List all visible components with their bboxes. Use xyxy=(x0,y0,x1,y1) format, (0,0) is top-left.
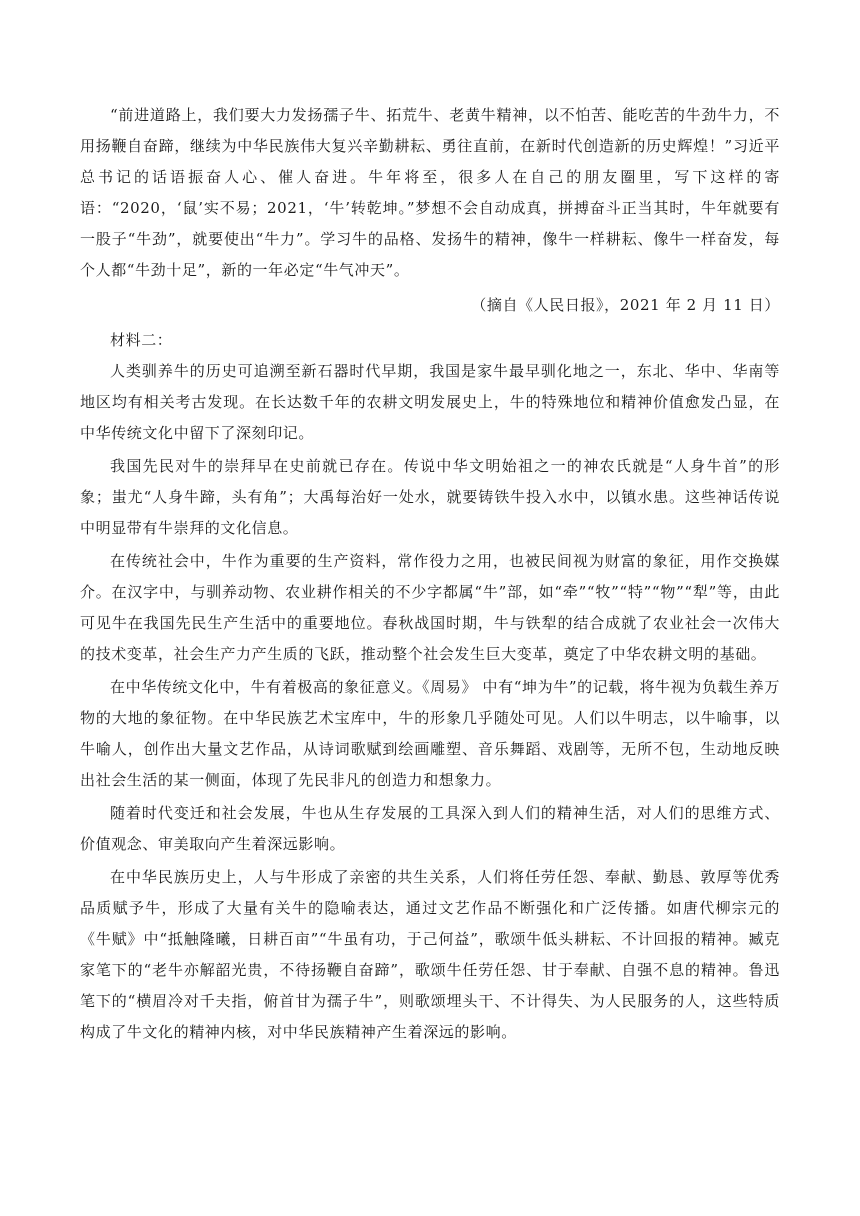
material-one-source: （摘自《人民日报》，2021 年 2 月 11 日） xyxy=(471,296,780,314)
material-two-paragraph-5: 随着时代变迁和社会发展，牛也从生存发展的工具深入到人们的精神生活，对人们的思维方式、价值观念、审美取向产生着深远影响。 xyxy=(80,804,780,853)
material-two-paragraph-2: 我国先民对牛的崇拜早在史前就已存在。传说中华文明始祖之一的神农氏就是“人身牛首”的形象；蚩尤“人身牛蹄，头有角”；大禹每治好一处水，就要铸铁牛投入水中，以镇水患。这些神话传说中明显带有牛崇拜的文化信息。 xyxy=(80,457,780,537)
text-column xyxy=(80,100,780,1048)
material-two-paragraph-4: 在中华传统文化中，牛有着极高的象征意义。《周易》 中有“坤为牛”的记载，将牛视为负载生养万物的大地的象征物。在中华民族艺术宝库中，牛的形象几乎随处可见。人们以牛明志，以牛喻事，以牛喻人，创作出大量文艺作品，从诗词歌赋到绘画雕塑、音乐舞蹈、戏剧等，无所不包，生动地反映出社会生活的某一侧面，体现了先民非凡的创造力和想象力。 xyxy=(80,678,780,789)
material-two-heading: 材料二： xyxy=(110,331,173,349)
material-two-paragraph-3: 在传统社会中，牛作为重要的生产资料，常作役力之用，也被民间视为财富的象征，用作交换媒介。在汉字中，与驯养动物、农业耕作相关的不少字都属“牛”部，如“牵”“牧”“特”“物”“犁”等，由此可见牛在我国先民生产生活中的重要地位。春秋战国时期，牛与铁犁的结合成就了农业社会一次伟大的技术变革，社会生产力产生质的飞跃，推动整个社会发生巨大变革，奠定了中华农耕文明的基础。 xyxy=(80,552,780,663)
material-one-paragraph: “前进道路上，我们要大力发扬孺子牛、拓荒牛、老黄牛精神，以不怕苦、能吃苦的牛劲牛力，不用扬鞭自奋蹄，继续为中华民族伟大复兴辛勤耕耘、勇往直前，在新时代创造新的历史辉煌！”习近平总书记的话语振奋人心、催人奋进。牛年将至，很多人在自己的朋友圈里，写下这样的寄语：“2020，‘鼠’实不易；2021，‘牛’转乾坤。”梦想不会自动成真，拼搏奋斗正当其时，牛年就要有一股子“牛劲”，就要使出“牛力”。学习牛的品格、发扬牛的精神，像牛一样耕耘、像牛一样奋发，每个人都“牛劲十足”，新的一年必定“牛气冲天”。 xyxy=(80,106,780,279)
material-two-paragraph-1: 人类驯养牛的历史可追溯至新石器时代早期，我国是家牛最早驯化地之一，东北、华中、华南等地区均有相关考古发现。在长达数千年的农耕文明发展史上，牛的特殊地位和精神价值愈发凸显，在中华传统文化中留下了深刻印记。 xyxy=(80,362,780,442)
material-two-paragraph-6: 在中华民族历史上，人与牛形成了亲密的共生关系，人们将任劳任怨、奉献、勤恳、敦厚等优秀品质赋予牛，形成了大量有关牛的隐喻表达，通过文艺作品不断强化和广泛传播。如唐代柳宗元的《牛赋》中“抵触隆曦，日耕百亩”“牛虽有功，于己何益”，歌颂牛低头耕耘、不计回报的精神。臧克家笔下的“老牛亦解韶光贵，不待扬鞭自奋蹄”，歌颂牛任劳任怨、甘于奉献、自强不息的精神。鲁迅笔下的“横眉冷对千夫指，俯首甘为孺子牛”，则歌颂埋头干、不计得失、为人民服务的人，这些特质构成了牛文化的精神内核，对中华民族精神产生着深远的影响。 xyxy=(80,868,780,1041)
